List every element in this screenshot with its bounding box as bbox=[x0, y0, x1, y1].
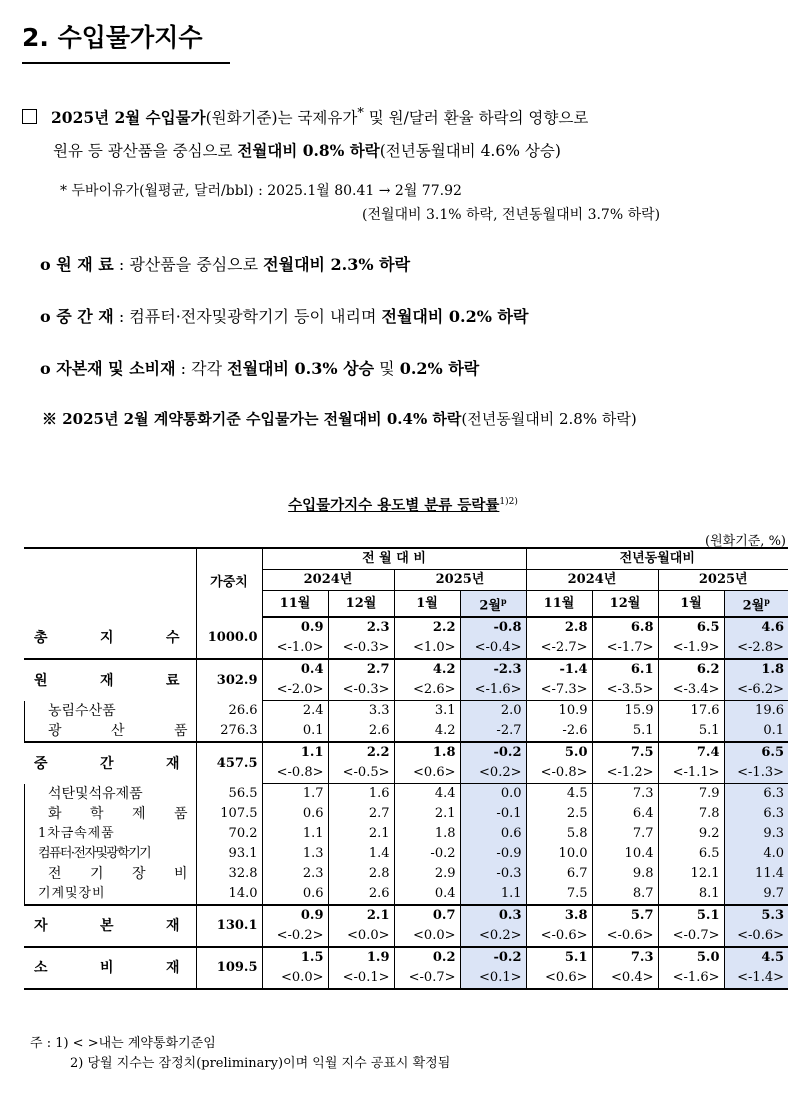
value-cell: 5.1 bbox=[526, 947, 592, 968]
value-cell: 2.7 bbox=[328, 659, 394, 680]
contract-cell: <0.6> bbox=[526, 968, 592, 989]
value-cell: 5.1 bbox=[658, 905, 724, 926]
subrow-value: 17.6 bbox=[658, 701, 724, 722]
subrow-value: -0.2 bbox=[394, 844, 460, 864]
subrow-value: 2.4 bbox=[262, 701, 328, 722]
table-subrow bbox=[24, 824, 788, 844]
subrow-value: 9.8 bbox=[592, 864, 658, 884]
contract-cell: <-0.8> bbox=[526, 763, 592, 784]
contract-cell: <-0.4> bbox=[460, 638, 526, 659]
contract-cell: <-1.3> bbox=[724, 763, 788, 784]
subrow-label: 전 기 장 비 bbox=[24, 864, 196, 884]
contract-cell: <1.0> bbox=[394, 638, 460, 659]
header-blank bbox=[24, 548, 196, 617]
table-unit: (원화기준, %) bbox=[705, 534, 786, 549]
header-month: 2월$^p$ bbox=[460, 591, 526, 618]
contract-cell: <-1.7> bbox=[592, 638, 658, 659]
contract-cell: <-0.6> bbox=[724, 926, 788, 947]
header-yoy: 전년동월대비 bbox=[526, 548, 788, 570]
subrow-value: 4.4 bbox=[394, 784, 460, 805]
subrow-label: 화 학 제 품 bbox=[24, 804, 196, 824]
subrow-weight: 70.2 bbox=[196, 824, 262, 844]
table-notes bbox=[30, 1034, 450, 1074]
subrow-value: 0.1 bbox=[262, 721, 328, 742]
subrow-value: 15.9 bbox=[592, 701, 658, 722]
subrow-value: 7.9 bbox=[658, 784, 724, 805]
header-weight: 가중치 bbox=[196, 548, 262, 617]
subrow-weight: 107.5 bbox=[196, 804, 262, 824]
summary-line-2: 원유 등 광산품을 중심으로 전월대비 0.8% 하락(전년동월대비 4.6% 상승) bbox=[53, 141, 561, 160]
value-cell: 5.7 bbox=[592, 905, 658, 926]
header-month: 12월 bbox=[592, 591, 658, 618]
subrow-value: 5.8 bbox=[526, 824, 592, 844]
bullet-capital-consumer: o 자본재 및 소비재 : 각각 전월대비 0.3% 상승 및 0.2% 하락 bbox=[40, 359, 480, 378]
row-weight: 109.5 bbox=[196, 947, 262, 989]
subrow-value: 2.1 bbox=[328, 824, 394, 844]
contract-cell: <0.0> bbox=[262, 968, 328, 989]
value-cell: 1.5 bbox=[262, 947, 328, 968]
value-cell: 4.5 bbox=[724, 947, 788, 968]
subrow-value: 10.0 bbox=[526, 844, 592, 864]
subrow-value: 6.7 bbox=[526, 864, 592, 884]
contract-currency-note: ※ 2025년 2월 계약통화기준 수입물가는 전월대비 0.4% 하락(전년동월대비 2.8% 하락) bbox=[42, 410, 637, 428]
contract-cell: <0.0> bbox=[394, 926, 460, 947]
value-cell: 5.3 bbox=[724, 905, 788, 926]
value-cell: 6.2 bbox=[658, 659, 724, 680]
subrow-label: 석탄및석유제품 bbox=[24, 784, 196, 805]
row-label: 중 간 재 bbox=[24, 742, 196, 784]
subrow-value: 6.5 bbox=[658, 844, 724, 864]
contract-cell: <-0.6> bbox=[526, 926, 592, 947]
subrow-value: 8.7 bbox=[592, 884, 658, 905]
contract-cell: <-0.6> bbox=[592, 926, 658, 947]
table-row bbox=[24, 947, 788, 968]
value-cell: 0.7 bbox=[394, 905, 460, 926]
value-cell: -0.2 bbox=[460, 742, 526, 763]
bullet-raw-materials: o 원 재 료 : 광산품을 중심으로 전월대비 2.3% 하락 bbox=[40, 255, 411, 274]
value-cell: 0.4 bbox=[262, 659, 328, 680]
value-cell: 1.8 bbox=[394, 742, 460, 763]
subrow-value: 9.2 bbox=[658, 824, 724, 844]
table-subrow bbox=[24, 784, 788, 805]
subrow-label: 농림수산품 bbox=[24, 701, 196, 722]
value-cell: 2.1 bbox=[328, 905, 394, 926]
contract-cell: <-1.6> bbox=[658, 968, 724, 989]
contract-cell: <2.6> bbox=[394, 680, 460, 701]
contract-cell: <0.6> bbox=[394, 763, 460, 784]
contract-cell: <-3.4> bbox=[658, 680, 724, 701]
subrow-weight: 14.0 bbox=[196, 884, 262, 905]
subrow-value: 5.1 bbox=[658, 721, 724, 742]
header-mom: 전 월 대 비 bbox=[262, 548, 526, 570]
value-cell: 5.0 bbox=[658, 947, 724, 968]
dubai-note-line-2: (전월대비 3.1% 하락, 전년동월대비 3.7% 하락) bbox=[362, 207, 661, 223]
subrow-value: 2.9 bbox=[394, 864, 460, 884]
subrow-value: -2.6 bbox=[526, 721, 592, 742]
subrow-value: -2.7 bbox=[460, 721, 526, 742]
subrow-value: 2.6 bbox=[328, 721, 394, 742]
subrow-value: 2.5 bbox=[526, 804, 592, 824]
value-cell: -0.2 bbox=[460, 947, 526, 968]
subrow-value: 4.5 bbox=[526, 784, 592, 805]
contract-cell: <-7.3> bbox=[526, 680, 592, 701]
subrow-value: -0.9 bbox=[460, 844, 526, 864]
bullet-intermediate: o 중 간 재 : 컴퓨터·전자및광학기기 등이 내리며 전월대비 0.2% 하락 bbox=[40, 307, 529, 326]
subrow-value: 2.6 bbox=[328, 884, 394, 905]
subrow-value: 19.6 bbox=[724, 701, 788, 722]
header-year: 2024년 bbox=[262, 570, 394, 591]
header-year: 2025년 bbox=[394, 570, 526, 591]
row-label: 총 지 수 bbox=[24, 617, 196, 659]
value-cell: 1.1 bbox=[262, 742, 328, 763]
value-cell: 6.5 bbox=[724, 742, 788, 763]
header-month: 2월$^p$ bbox=[724, 591, 788, 618]
subrow-value: 2.3 bbox=[262, 864, 328, 884]
header-year: 2025년 bbox=[658, 570, 788, 591]
contract-cell: <-0.3> bbox=[328, 680, 394, 701]
subrow-value: 2.0 bbox=[460, 701, 526, 722]
subrow-value: 6.3 bbox=[724, 804, 788, 824]
subrow-value: 10.4 bbox=[592, 844, 658, 864]
contract-cell: <-2.8> bbox=[724, 638, 788, 659]
contract-cell: <-0.5> bbox=[328, 763, 394, 784]
value-cell: 2.3 bbox=[328, 617, 394, 638]
subrow-weight: 26.6 bbox=[196, 701, 262, 722]
note-1: 주 : 1) < >내는 계약통화기준임 bbox=[30, 1036, 216, 1051]
contract-cell: <-1.1> bbox=[658, 763, 724, 784]
subrow-value: 7.5 bbox=[526, 884, 592, 905]
note-2: 2) 당월 지수는 잠정치(preliminary)이며 익월 지수 공표시 확정됨 bbox=[70, 1056, 451, 1071]
subrow-value: 1.7 bbox=[262, 784, 328, 805]
subrow-value: 1.1 bbox=[262, 824, 328, 844]
subrow-value: 0.1 bbox=[724, 721, 788, 742]
contract-cell: <-1.9> bbox=[658, 638, 724, 659]
value-cell: 0.9 bbox=[262, 905, 328, 926]
table-row bbox=[24, 742, 788, 763]
contract-cell: <-2.7> bbox=[526, 638, 592, 659]
subrow-weight: 56.5 bbox=[196, 784, 262, 805]
row-label: 원 재 료 bbox=[24, 659, 196, 701]
checkbox-square-icon bbox=[22, 109, 37, 124]
subrow-value: 10.9 bbox=[526, 701, 592, 722]
table-row bbox=[24, 905, 788, 926]
subrow-value: 12.1 bbox=[658, 864, 724, 884]
subrow-value: 6.3 bbox=[724, 784, 788, 805]
subrow-label: 광 산 품 bbox=[24, 721, 196, 742]
contract-cell: <-0.8> bbox=[262, 763, 328, 784]
contract-cell: <-0.2> bbox=[262, 926, 328, 947]
table-subrow bbox=[24, 884, 788, 905]
value-cell: 5.0 bbox=[526, 742, 592, 763]
subrow-value: 0.0 bbox=[460, 784, 526, 805]
table-subrow bbox=[24, 721, 788, 742]
contract-cell: <-3.5> bbox=[592, 680, 658, 701]
contract-cell: <0.1> bbox=[460, 968, 526, 989]
subrow-weight: 93.1 bbox=[196, 844, 262, 864]
subrow-value: 9.7 bbox=[724, 884, 788, 905]
value-cell: -1.4 bbox=[526, 659, 592, 680]
dubai-note-line-1: * 두바이유가(월평균, 달러/bbl) : 2025.1월 80.41 → 2월 77.92 bbox=[60, 183, 462, 199]
contract-cell: <-0.7> bbox=[658, 926, 724, 947]
subrow-value: 3.1 bbox=[394, 701, 460, 722]
subrow-label: 1 차 금 속 제 품 bbox=[24, 824, 196, 844]
subrow-value: -0.3 bbox=[460, 864, 526, 884]
row-weight: 1000.0 bbox=[196, 617, 262, 659]
value-cell: 6.8 bbox=[592, 617, 658, 638]
subrow-value: -0.1 bbox=[460, 804, 526, 824]
summary-line-1: 2025년 2월 수입물가(원화기준)는 국제유가* 및 원/달러 환율 하락의 영향으로 bbox=[22, 106, 588, 128]
subrow-value: 7.7 bbox=[592, 824, 658, 844]
subrow-value: 1.1 bbox=[460, 884, 526, 905]
subrow-label: 기 계 및 장 비 bbox=[24, 884, 196, 905]
contract-cell: <-1.6> bbox=[460, 680, 526, 701]
value-cell: 4.2 bbox=[394, 659, 460, 680]
subrow-value: 1.6 bbox=[328, 784, 394, 805]
table-subrow bbox=[24, 864, 788, 884]
subrow-value: 3.3 bbox=[328, 701, 394, 722]
contract-cell: <0.0> bbox=[328, 926, 394, 947]
import-price-table bbox=[24, 547, 788, 990]
subrow-value: 1.4 bbox=[328, 844, 394, 864]
subrow-value: 9.3 bbox=[724, 824, 788, 844]
header-month: 1월 bbox=[394, 591, 460, 618]
value-cell: 0.3 bbox=[460, 905, 526, 926]
value-cell: 2.8 bbox=[526, 617, 592, 638]
contract-cell: <-1.0> bbox=[262, 638, 328, 659]
contract-cell: <0.4> bbox=[592, 968, 658, 989]
contract-cell: <-1.2> bbox=[592, 763, 658, 784]
value-cell: -0.8 bbox=[460, 617, 526, 638]
subrow-value: 2.1 bbox=[394, 804, 460, 824]
subrow-value: 8.1 bbox=[658, 884, 724, 905]
table-subrow bbox=[24, 804, 788, 824]
table-title: 수입물가지수 용도별 분류 등락률$^{1)2)}$ bbox=[288, 497, 518, 514]
header-month: 11월 bbox=[526, 591, 592, 618]
value-cell: 3.8 bbox=[526, 905, 592, 926]
value-cell: 7.5 bbox=[592, 742, 658, 763]
value-cell: 7.4 bbox=[658, 742, 724, 763]
subrow-value: 7.3 bbox=[592, 784, 658, 805]
contract-cell: <-0.3> bbox=[328, 638, 394, 659]
row-weight: 457.5 bbox=[196, 742, 262, 784]
value-cell: -2.3 bbox=[460, 659, 526, 680]
value-cell: 2.2 bbox=[394, 617, 460, 638]
subrow-weight: 276.3 bbox=[196, 721, 262, 742]
header-year: 2024년 bbox=[526, 570, 658, 591]
row-weight: 302.9 bbox=[196, 659, 262, 701]
contract-cell: <-0.1> bbox=[328, 968, 394, 989]
subrow-value: 0.6 bbox=[262, 804, 328, 824]
subrow-value: 2.8 bbox=[328, 864, 394, 884]
header-month: 1월 bbox=[658, 591, 724, 618]
table-subrow bbox=[24, 844, 788, 864]
contract-cell: <-1.4> bbox=[724, 968, 788, 989]
subrow-value: 0.6 bbox=[460, 824, 526, 844]
subrow-value: 2.7 bbox=[328, 804, 394, 824]
subrow-value: 0.4 bbox=[394, 884, 460, 905]
value-cell: 0.9 bbox=[262, 617, 328, 638]
contract-cell: <-2.0> bbox=[262, 680, 328, 701]
value-cell: 4.6 bbox=[724, 617, 788, 638]
subrow-value: 0.6 bbox=[262, 884, 328, 905]
subrow-weight: 32.8 bbox=[196, 864, 262, 884]
value-cell: 1.8 bbox=[724, 659, 788, 680]
value-cell: 0.2 bbox=[394, 947, 460, 968]
table-row bbox=[24, 659, 788, 680]
table-row bbox=[24, 617, 788, 638]
contract-cell: <0.2> bbox=[460, 926, 526, 947]
row-label: 자 본 재 bbox=[24, 905, 196, 947]
subrow-value: 11.4 bbox=[724, 864, 788, 884]
subrow-label: 컴퓨터·전자및광학기기 bbox=[24, 844, 196, 864]
value-cell: 7.3 bbox=[592, 947, 658, 968]
subrow-value: 4.2 bbox=[394, 721, 460, 742]
section-heading: 2. 수입물가지수 bbox=[22, 18, 230, 64]
header-month: 11월 bbox=[262, 591, 328, 618]
contract-cell: <-0.7> bbox=[394, 968, 460, 989]
subrow-value: 5.1 bbox=[592, 721, 658, 742]
value-cell: 2.2 bbox=[328, 742, 394, 763]
subrow-value: 7.8 bbox=[658, 804, 724, 824]
value-cell: 6.5 bbox=[658, 617, 724, 638]
value-cell: 6.1 bbox=[592, 659, 658, 680]
subrow-value: 1.3 bbox=[262, 844, 328, 864]
contract-cell: <-6.2> bbox=[724, 680, 788, 701]
subrow-value: 6.4 bbox=[592, 804, 658, 824]
subrow-value: 1.8 bbox=[394, 824, 460, 844]
contract-cell: <0.2> bbox=[460, 763, 526, 784]
value-cell: 1.9 bbox=[328, 947, 394, 968]
subrow-value: 4.0 bbox=[724, 844, 788, 864]
table-subrow bbox=[24, 701, 788, 722]
row-label: 소 비 재 bbox=[24, 947, 196, 989]
row-weight: 130.1 bbox=[196, 905, 262, 947]
header-month: 12월 bbox=[328, 591, 394, 618]
